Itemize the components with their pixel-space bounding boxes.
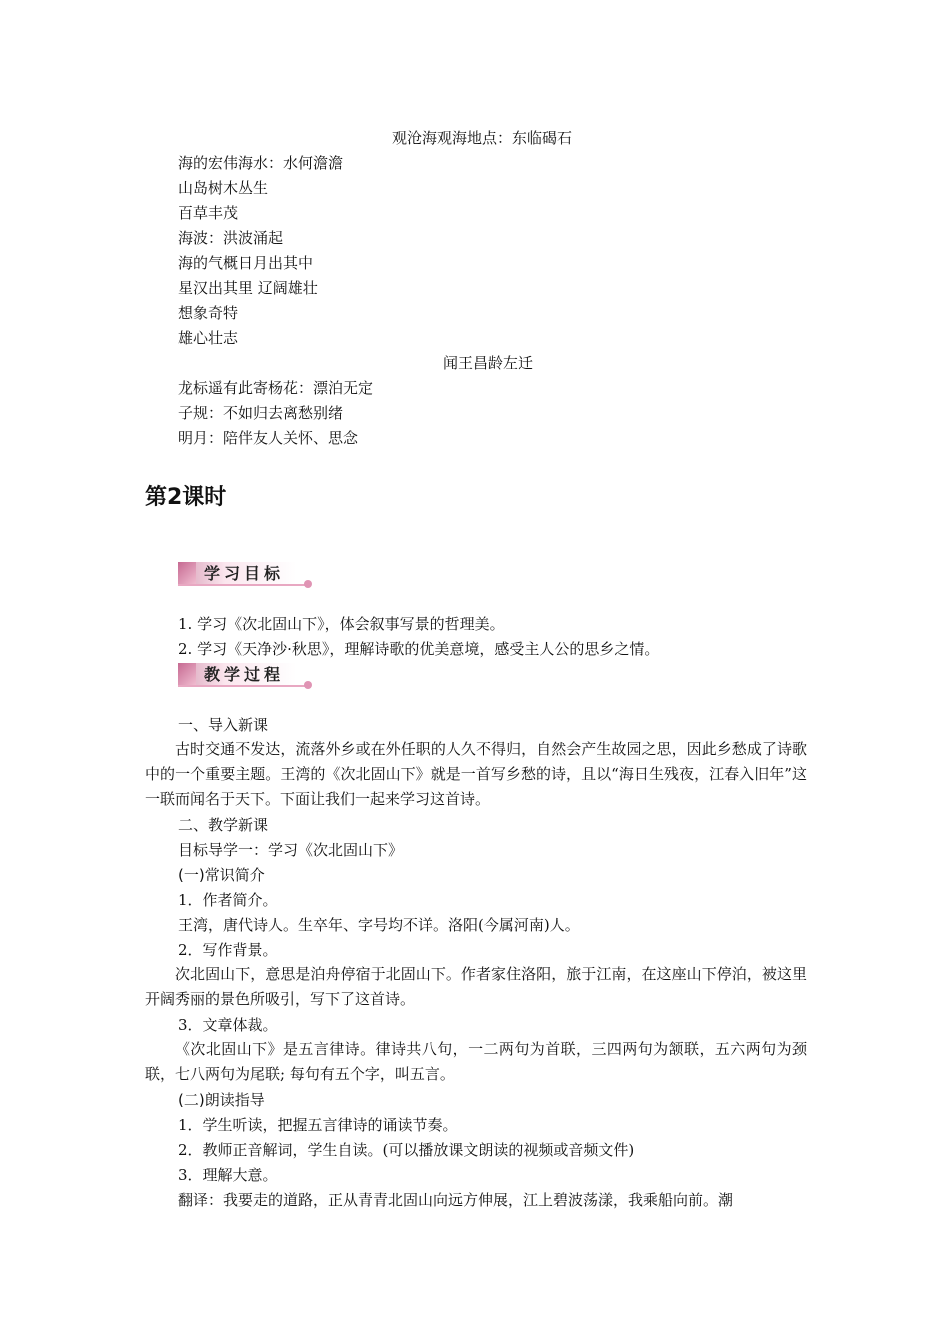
list-item: 2．写作背景。 [178,941,278,959]
poem2-line: 子规：不如归去离愁别绪 [178,404,344,422]
banner-dot-icon [304,580,312,588]
subsection-heading: (二)朗读指导 [178,1091,265,1109]
poem1-line: 百草丰茂 [178,204,239,222]
poem1-title: 观沧海观海地点：东临碣石 [392,129,573,147]
poem1-line: 海的气概日月出其中 [178,254,314,272]
background-paragraph: 次北固山下，意思是泊舟停宿于北固山下。作者家住洛阳，旅于江南，在这座山下停泊，被这里开阔秀丽的景色所吸引，写下了这首诗。 [145,965,807,1008]
list-item: 1．学生听读，把握五言律诗的诵读节奏。 [178,1116,458,1134]
translation-text: 翻译：我要走的道路，正从青青北固山向远方伸展，江上碧波荡漾，我乘船向前。潮 [178,1191,734,1209]
poem1-line: 海波：洪波涌起 [178,229,284,247]
banner-dot-icon [304,681,312,689]
poem1-line: 海的宏伟海水：水何澹澹 [178,154,344,172]
banner-label: 学习目标 [204,564,285,583]
banner-underline [178,584,306,586]
poem1-line: 星汉出其里 辽阔雄壮 [178,279,318,297]
objective-item: 1. 学习《次北固山下》，体会叙事写景的哲理美。 [178,615,505,633]
list-item: 3．理解大意。 [178,1166,278,1184]
poem1-line: 想象奇特 [178,304,239,322]
banner-underline [178,685,306,687]
poem2-line: 明月：陪伴友人关怀、思念 [178,429,359,447]
list-item-text: 王湾，唐代诗人。生卒年、字号均不详。洛阳(今属河南)人。 [178,916,580,934]
goal-heading: 目标导学一：学习《次北固山下》 [178,841,404,859]
poem1-line: 山岛树木丛生 [178,179,269,197]
lesson-heading: 第2课时 [145,485,227,510]
objective-item: 2. 学习《天净沙·秋思》，理解诗歌的优美意境，感受主人公的思乡之情。 [178,640,660,658]
section-heading: 一、导入新课 [178,716,269,734]
genre-paragraph: 《次北固山下》是五言律诗。律诗共八句，一二两句为首联，三四两句为颔联，五六两句为颈联，七八两句为尾联; 每句有五个字，叫五言。 [145,1040,807,1083]
banner-mark [178,663,196,685]
poem2-line: 龙标遥有此寄杨花：漂泊无定 [178,379,374,397]
list-item: 3．文章体裁。 [178,1016,278,1034]
section-heading: 二、教学新课 [178,816,269,834]
intro-paragraph: 古时交通不发达，流落外乡或在外任职的人久不得归，自然会产生故园之思，因此乡愁成了诗歌中的一个重要主题。王湾的《次北固山下》就是一首写乡愁的诗，且以“海日生残夜，江春入旧年”这一联而闻名于天下。下面让我们一起来学习这首诗。 [145,740,807,808]
section-banner-process [178,661,312,687]
poem1-line: 雄心壮志 [178,329,239,347]
list-item: 1．作者简介。 [178,891,278,909]
subsection-heading: (一)常识简介 [178,866,265,884]
list-item: 2．教师正音解词，学生自读。(可以播放课文朗读的视频或音频文件) [178,1141,635,1159]
poem2-title: 闻王昌龄左迁 [443,354,534,372]
banner-label: 教学过程 [204,665,285,684]
section-banner-objectives [178,560,312,586]
banner-mark [178,562,196,584]
